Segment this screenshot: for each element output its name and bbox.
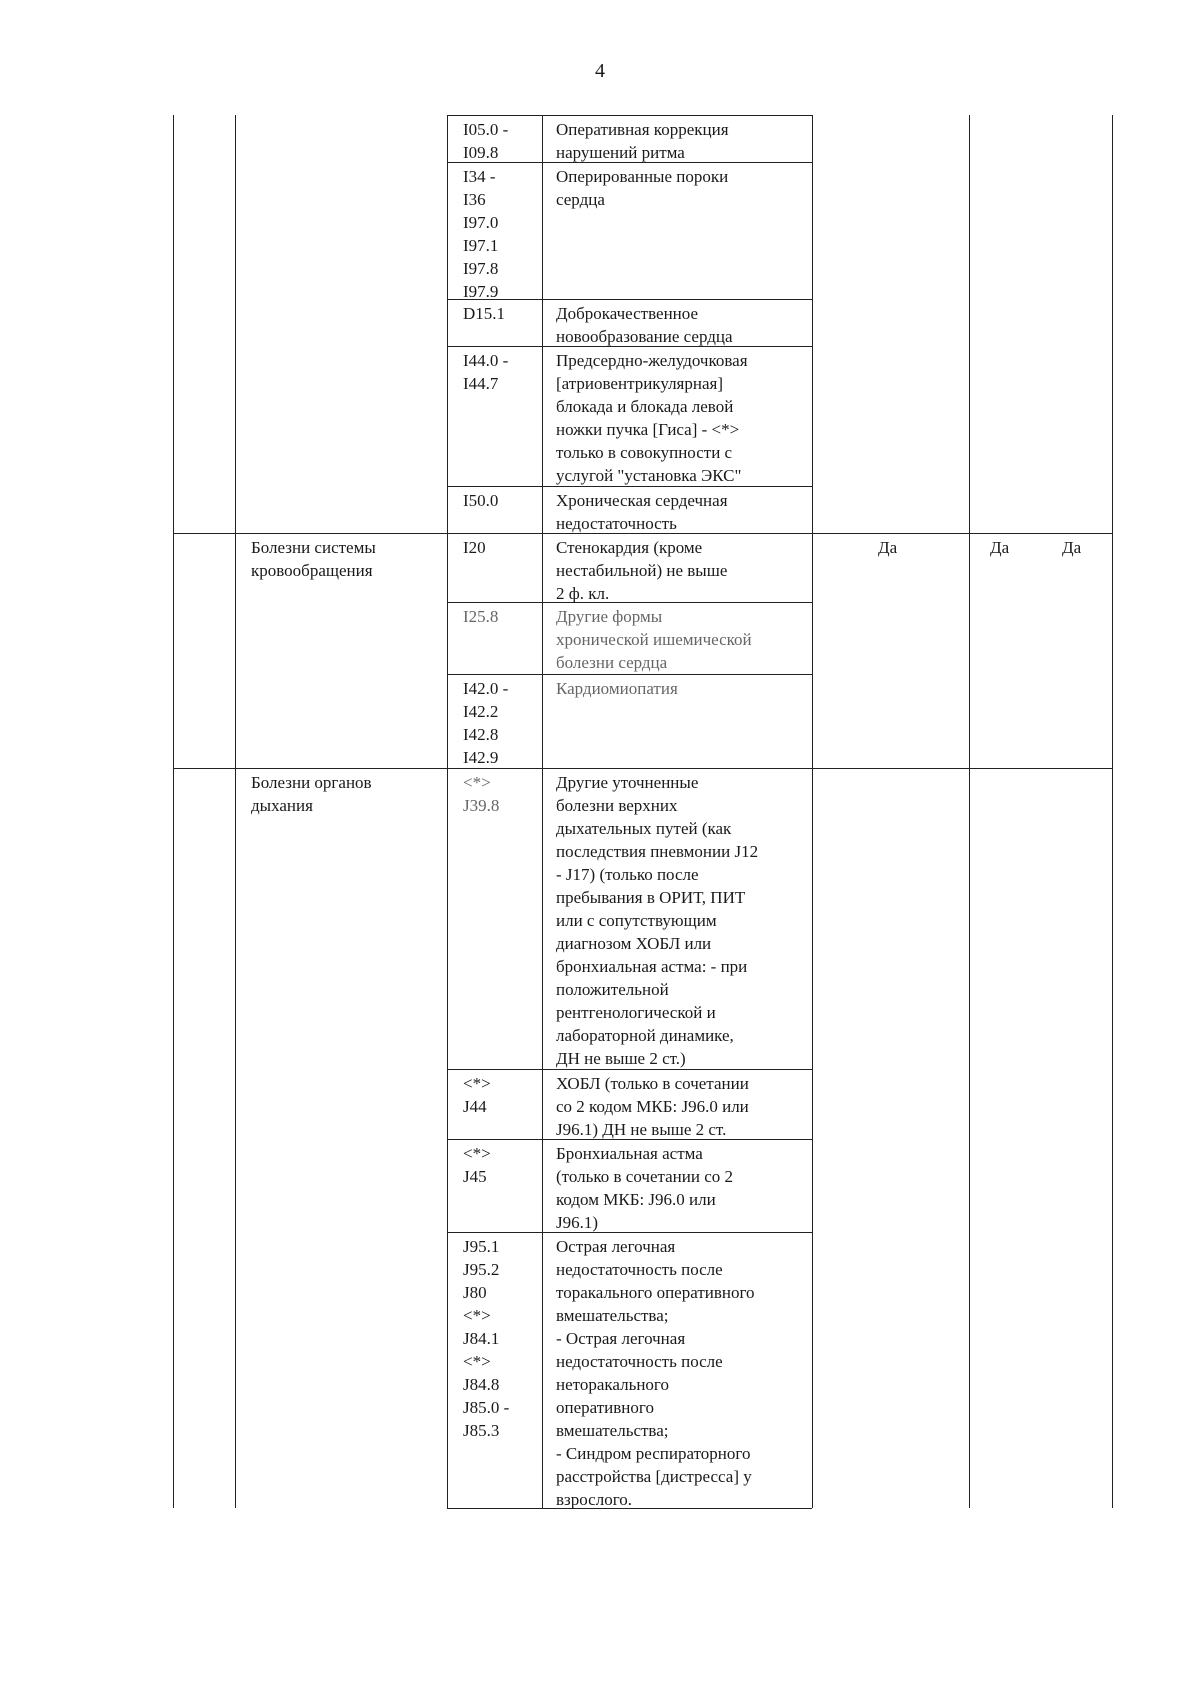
icd-code: I34 - I36 I97.0 I97.1 I97.8 I97.9	[463, 167, 499, 301]
icd-code: I50.0	[463, 491, 499, 510]
diagnosis-description: Острая легочная недостаточность после торакального оперативного вмешательства; - Острая легочная недостаточность после неторакального оперативного вмешательства; - Синдром респираторного расстройства [дистресса] у взрослого.	[556, 1237, 755, 1509]
icd-code: I05.0 - I09.8	[463, 120, 509, 162]
diagnosis-description: Предсердно-желудочковая [атриовентрикулярная] блокада и блокада левой ножки пучка [Гиса] - <*> только в совокупности с услугой "установка ЭКС"	[556, 351, 748, 485]
yes-mark-col-2: Да	[990, 538, 1010, 557]
section-label-respiratory: Болезни органов дыхания	[251, 773, 372, 815]
diagnosis-description: Доброкачественное новообразование сердца	[556, 304, 733, 346]
section-label-circulatory: Болезни системы кровообращения	[251, 538, 376, 580]
page-number: 4	[595, 60, 605, 82]
diagnosis-description: Бронхиальная астма (только в сочетании со 2 кодом МКБ: J96.0 или J96.1)	[556, 1144, 734, 1232]
diagnosis-description: Оперированные пороки сердца	[556, 167, 729, 209]
diagnosis-description: Стенокардия (кроме нестабильной) не выше 2 ф. кл.	[556, 538, 728, 603]
diagnosis-description: Кардиомиопатия	[556, 679, 678, 698]
icd-code: I42.0 - I42.2 I42.8 I42.9	[463, 679, 509, 767]
yes-mark-col-1: Да	[878, 538, 898, 557]
yes-mark-col-3: Да	[1062, 538, 1082, 557]
icd-code: D15.1	[463, 304, 506, 323]
icd-code: <*> J45	[463, 1144, 491, 1186]
diagnosis-description: Другие уточненные болезни верхних дыхательных путей (как последствия пневмонии J12 - J17) (только после пребывания в ОРИТ, ПИТ или с сопутствующим диагнозом ХОБЛ или бронхиальная астма: - при положительной рентгенологической и лабораторной динамике, ДН не выше 2 ст.)	[556, 773, 759, 1068]
diagnosis-description: Другие формы хронической ишемической болезни сердца	[556, 607, 752, 672]
icd-code: I44.0 - I44.7	[463, 351, 509, 393]
icd-code: <*> J44	[463, 1074, 491, 1116]
diagnosis-description: Оперативная коррекция нарушений ритма	[556, 120, 729, 162]
diagnosis-description: ХОБЛ (только в сочетании со 2 кодом МКБ: J96.0 или J96.1) ДН не выше 2 ст.	[556, 1074, 749, 1139]
icd-code: I20	[463, 538, 486, 557]
icd-code: J95.1 J95.2 J80 <*> J84.1 <*> J84.8 J85.0 - J85.3	[463, 1237, 510, 1440]
diagnosis-description: Хроническая сердечная недостаточность	[556, 491, 728, 533]
icd-code: <*> J39.8	[463, 773, 500, 815]
icd-code: I25.8	[463, 607, 499, 626]
